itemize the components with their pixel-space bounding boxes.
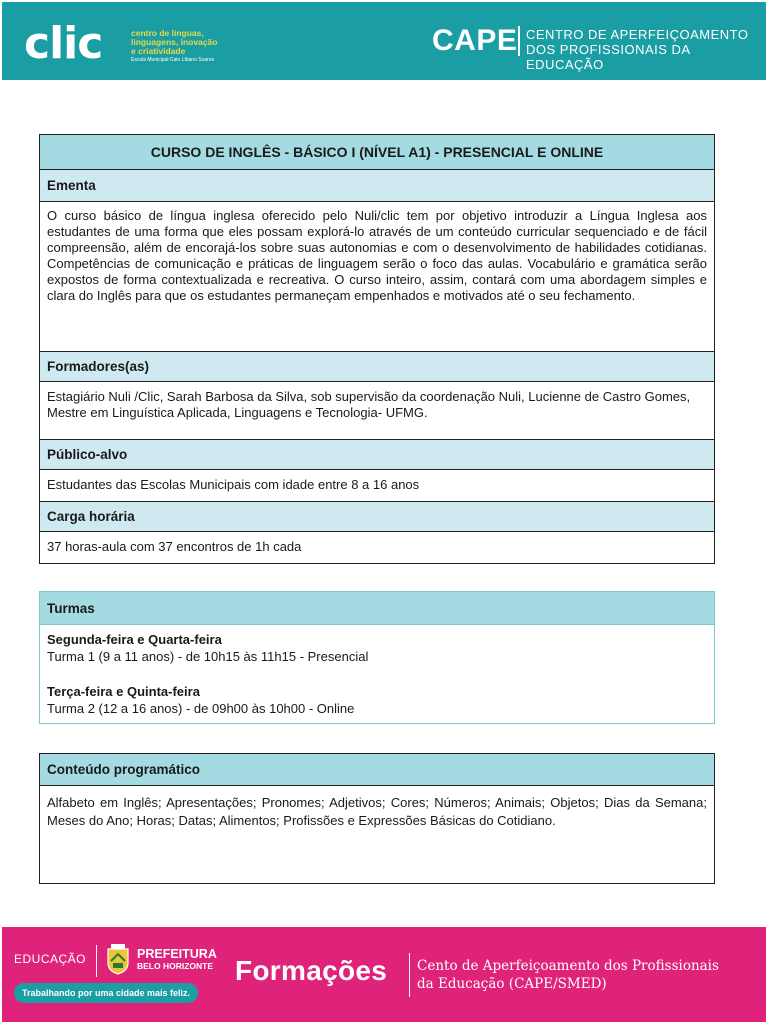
cape-full-name [526, 27, 766, 72]
cape-smed-line-1: Cento de Aperfeiçoamento dos Profissionais [417, 958, 719, 974]
formacoes-title: Formações [235, 955, 388, 986]
ementa-header: Ementa [40, 169, 714, 201]
cape-smed-line-2: da Educação (CAPE/SMED) [417, 976, 607, 992]
header-banner [2, 2, 766, 80]
clic-school-name: Escola Municipal Caio Líbano Soares [131, 57, 215, 63]
educacao-label: EDUCAÇÃO [14, 952, 87, 966]
conteudo-table [39, 753, 715, 884]
clic-tagline-line-3: e criatividade [131, 46, 186, 56]
turma-1-days: Segunda-feira e Quarta-feira [47, 632, 222, 647]
turmas-header: Turmas [40, 592, 714, 624]
formadores-text: Estagiário Nuli /Clic, Sarah Barbosa da Silva, sob supervisão da coordenação Nuli, Lucienne de Castro Gomes, Mestre em Linguística Aplicada, Linguagens e Tecnologia- UFMG. [40, 381, 714, 439]
footer-divider [96, 945, 97, 977]
clic-logo: clic [24, 18, 103, 69]
city-crest-icon [106, 943, 130, 975]
cape-line-2: DOS PROFISSIONAIS DA EDUCAÇÃO [526, 42, 690, 72]
cape-line-1: CENTRO DE APERFEIÇOAMENTO [526, 27, 749, 42]
clic-tagline-line-1: centro de línguas, [131, 28, 204, 38]
publico-alvo-header: Público-alvo [40, 439, 714, 469]
conteudo-text: Alfabeto em Inglês; Apresentações; Pronomes; Adjetivos; Cores; Números; Animais; Objetos; Dias da Semana; Meses do Ano; Horas; Datas; Alimentos; Profissões e Expressões Básicas do Cotidiano. [40, 785, 714, 836]
clic-tagline [131, 29, 217, 64]
formacoes-divider [409, 953, 410, 997]
slogan-badge: Trabalhando por uma cidade mais feliz. [14, 983, 198, 1003]
conteudo-header: Conteúdo programático [40, 754, 714, 785]
prefeitura-label: PREFEITURA [137, 947, 217, 961]
belo-horizonte-label: BELO HORIZONTE [137, 961, 214, 971]
cape-smed-name [417, 957, 719, 993]
turma-2-days: Terça-feira e Quinta-feira [47, 684, 200, 699]
turmas-body [40, 624, 714, 723]
carga-horaria-header: Carga horária [40, 501, 714, 531]
turmas-table [39, 591, 715, 724]
ementa-text: O curso básico de língua inglesa oferecido pelo Nuli/clic tem por objetivo introduzir a Língua Inglesa aos estudantes de uma forma que eles possam explorá-lo através de um conteúdo curricular sequenciado e de fácil compreensão, além de encorajá-los sobre suas autonomias e com o desenvolvimento de habilidades cotidianas. Competências de comunicação e práticas de linguagem serão o foco das aulas. Vocabulário e gramática serão expostos de forma contextualizada e recreativa. O curso inteiro, assim, contará com uma abordagem simples e clara do Inglês para que os estudantes permaneçam empenhados e motivados até o seu fechamento. [40, 201, 714, 351]
carga-horaria-text: 37 horas-aula com 37 encontros de 1h cada [40, 531, 714, 563]
turma-1-detail: Turma 1 (9 a 11 anos) - de 10h15 às 11h15 - Presencial [47, 649, 369, 664]
cape-divider [518, 26, 520, 56]
formadores-header: Formadores(as) [40, 351, 714, 381]
publico-alvo-text: Estudantes das Escolas Municipais com idade entre 8 a 16 anos [40, 469, 714, 501]
turma-2-detail: Turma 2 (12 a 16 anos) - de 09h00 às 10h00 - Online [47, 701, 355, 716]
cape-logo: CAPE [432, 24, 518, 57]
course-title: CURSO DE INGLÊS - BÁSICO I (NÍVEL A1) - PRESENCIAL E ONLINE [40, 135, 714, 169]
clic-tagline-line-2: linguagens, inovação [131, 37, 218, 47]
course-info-table [39, 134, 715, 564]
footer-banner [2, 927, 766, 1022]
